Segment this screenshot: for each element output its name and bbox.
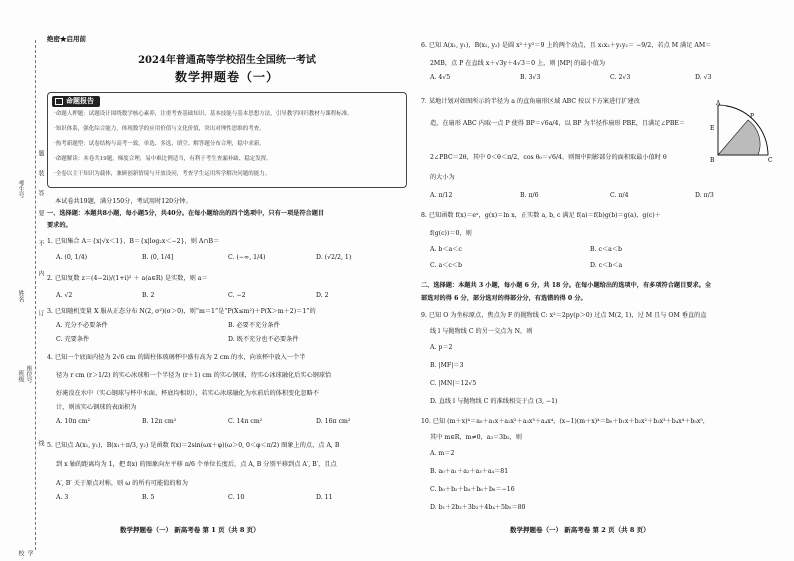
q4-option-b: B. 12π cm² <box>142 418 177 425</box>
q1-option-c: C. (−∞, 1/4) <box>228 254 266 261</box>
q5-line: A′, B′ 关于原点对称，则 ω 的所有可能值的和为 <box>56 480 188 487</box>
binding-dashed-line <box>35 40 36 550</box>
diagram-label-e: E <box>710 125 715 132</box>
q6-option-a: A. 4√5 <box>430 74 451 81</box>
q9-option-b: B. |MF|＝3 <box>430 362 464 369</box>
confidential-mark: 绝密★启用前 <box>47 35 86 43</box>
q8-option-a: A. b＜a＜c <box>430 246 462 253</box>
report-line: ·全卷以主干知识为载体，兼顾创新情境与开放设问，考查学生运用所学解决问题的能力。 <box>54 171 271 177</box>
footer-page-1: 数学押题卷（一） 新高考卷 第 1 页（共 8 页） <box>120 526 260 534</box>
q10-option-a: A. m＝2 <box>430 450 455 457</box>
section1-heading: 一、选择题：本题共8小题，每小题5分，共40分。在每小题给出的四个选项中，只有一项是符合题目 <box>47 210 325 217</box>
q5-option-a: A. 3 <box>56 494 69 501</box>
report-box <box>47 92 407 188</box>
q2-option-b: B. 2 <box>142 292 155 299</box>
q4-line: 计，则该实心钢球的表面积为 <box>56 404 137 411</box>
binding-margin <box>14 150 44 556</box>
report-heading <box>52 96 100 107</box>
q7-line: 7. 某地计划对如图所示的半径为 a 的直角扇形区域 ABC 按以下方案进行扩建改 <box>421 98 640 105</box>
q5-line: 5. 已知点 A(x₁, y₁)，B(x₁＋π/3, y₂) 是函数 f(x)＝2sin(ωx＋φ)(ω＞0, 0＜φ＜π/2) 图象上的点，点 A, B <box>47 442 340 449</box>
q10-option-d: D. b₁＋2b₂＋3b₃＋4b₄＋5b₅＝80 <box>430 504 526 511</box>
q3-option-a: A. 充分不必要条件 <box>56 322 108 329</box>
diagram-label-a: A <box>716 100 721 107</box>
q2-option-a: A. √2 <box>56 292 73 299</box>
q5-line: 到 x 轴的距离均为 1，把 f(x) 的图象向左平移 π/6 个单位长度后，点 A, B 分别平移到点 A′, B′，且点 <box>56 461 337 468</box>
q3-option-d: D. 既不充分也不必要条件 <box>228 336 299 343</box>
q3-stem: 3. 已知随机变量 X 服从正态分布 N(2, σ²)(σ＞0)，则“m＝1”是“P(X≤m²)＋P(X＞m＋2)＝1”的 <box>47 308 316 315</box>
q9-line: 线 l 与抛物线 C 的另一交点为 N，则 <box>430 328 533 335</box>
diagram-label-b: B <box>710 157 715 164</box>
footer-page-2: 数学押题卷（一） 新高考卷 第 2 页（共 8 页） <box>510 526 650 534</box>
q10-line: 其中 m∈R，m≠0，a₃＝3b₂，则 <box>430 434 522 441</box>
side-label-name: 姓名 <box>17 290 24 302</box>
section2-heading: 二、选择题：本题共 3 小题，每小题 6 分，共 18 分。在每小题给出的选项中，有多项符合题目要求。全 <box>421 282 712 289</box>
section1-heading-cont: 要求的。 <box>47 222 72 229</box>
q4-line: 4. 已知一个底面内径为 2√6 cm 的圆柱体玻璃杯中盛有高为 2 cm 的水，向该杯中放入一个半 <box>47 354 306 361</box>
q1-option-d: D. (√2/2, 1) <box>316 254 352 261</box>
binding-char-da: 答 <box>37 190 44 196</box>
report-line: ·命题解读：本卷共19题，梯度合理，易中难比例适当，有利于考生查漏补缺、稳定发挥。 <box>54 156 272 162</box>
binding-char-ti: 题 <box>37 150 44 156</box>
q7-option-b: B. π/6 <box>520 192 539 199</box>
q6-line: 6. 已知 A(x₁, y₁)，B(x₂, y₂) 是圆 x²＋y²＝9 上的两个动点，且 x₁x₂＋y₁y₂＝ −9/2，若点 M 满足 AM＝ <box>421 42 712 49</box>
q10-option-c: C. b₀＋b₂＋b₄＋b₆＋b₈＝−16 <box>430 486 515 493</box>
q8-line: 8. 已知函数 f(x)＝eˣ，g(x)＝ln x，正实数 a, b, c 满足 f(a)＝f(b)g(b)＝g(a)，g(c)＋ <box>421 212 661 219</box>
q2-option-c: C. −2 <box>228 292 246 299</box>
q5-option-b: B. 5 <box>142 494 155 501</box>
q9-option-a: A. p＝2 <box>430 344 453 351</box>
q7-option-d: D. π/3 <box>695 192 714 199</box>
q6-option-c: C. 2√3 <box>610 74 631 81</box>
q9-option-d: D. 直线 l 与抛物线 C 的准线相交于点 (3, −1) <box>430 398 558 405</box>
q9-option-c: C. |MN|＝12√5 <box>430 380 477 387</box>
report-line: ·命题人押题：试题设计围绕数学核心素养，注重考查基础知识、基本技能与基本思想方法，引导教学回归教材与课程标准。 <box>54 111 353 117</box>
sector-diagram <box>708 100 778 170</box>
side-label-examinee-number: 考生号 <box>17 180 24 198</box>
q7-line: 的大小为 <box>430 174 455 181</box>
q4-option-c: C. 14π cm² <box>228 418 263 425</box>
side-label-school: 学校 <box>17 550 33 556</box>
side-label-seat: 座位号 <box>25 365 32 383</box>
q1-option-a: A. (0, 1/4) <box>56 254 88 261</box>
q6-line: 2MB，点 P 在直线 x＋√3y＋4√3＝0 上，则 |MP| 的最小值为 <box>430 60 606 67</box>
q4-line: 径为 r cm (r＞1/2) 的实心冰球和一个半径为 (r＋1) cm 的实心钢球，待实心冰球融化后实心钢球恰 <box>56 372 332 379</box>
q7-option-a: A. π/12 <box>430 192 453 199</box>
q7-option-c: C. π/4 <box>610 192 629 199</box>
report-line: ·知识体系，强化综合能力，体现数学的应用价值与文化价值，突出对理性思维的考查。 <box>54 126 265 132</box>
diagram-label-p: P <box>750 113 755 120</box>
binding-char-bu: 不 <box>37 240 44 246</box>
q4-option-a: A. 10π cm² <box>56 418 91 425</box>
q5-option-c: C. 10 <box>228 494 245 501</box>
binding-char-zhuang: 装 <box>37 170 44 176</box>
binding-char-xian: 线 <box>37 440 44 446</box>
q8-option-d: D. c＜b＜a <box>590 262 623 269</box>
binding-char-nei: 内 <box>37 270 44 276</box>
q3-option-c: C. 充要条件 <box>56 336 90 343</box>
report-line: ·热考新题型：试卷结构与高考一致，单选、多选、填空、解答题分布合理，稳中求新。 <box>54 141 265 147</box>
q7-line: 2∠PBC＝2θ，其中 0＜θ＜π/2，cos θ₀＝√6/4，则图中阴影部分的面积取最小值时 θ <box>430 154 667 161</box>
q8-option-b: B. c＜a＜b <box>590 246 622 253</box>
q10-option-b: B. a₀＋a₁＋a₂＋a₃＋a₄＝81 <box>430 468 509 475</box>
exam-title: 2024年普通高等学校招生全国统一考试 <box>138 55 316 66</box>
book-icon <box>55 98 63 105</box>
q4-option-d: D. 16π cm² <box>316 418 351 425</box>
side-label-class: 班级 <box>17 370 24 382</box>
q2-stem: 2. 已知复数 z＝(4−2i)/(1+i)² ＋ a(a∈R) 是实数，则 a＝ <box>47 275 208 282</box>
q8-option-c: C. a＜c＜b <box>430 262 462 269</box>
binding-char-yao: 要 <box>37 210 44 216</box>
q9-line: 9. 已知 O 为坐标原点，焦点为 F 的抛物线 C: x²＝2py(p＞0) 过点 M(2, 1)，过 M 且与 OM 垂直的直 <box>421 312 707 319</box>
q1-stem: 1. 已知集合 A＝{x|√x＜1}，B＝{x|log₂x＜−2}，则 A∩B＝ <box>47 238 220 245</box>
exam-info: 本试卷共19题，满分150分，考试用时120分钟。 <box>55 198 192 205</box>
q1-option-b: B. (0, 1/4] <box>142 254 174 261</box>
section2-heading-cont: 部选对的得 6 分，部分选对的得部分分，有选错的得 0 分。 <box>421 295 587 302</box>
report-heading-label: 命题报告 <box>66 97 94 105</box>
q8-line: f(g(c))＝0，则 <box>430 230 472 237</box>
q3-option-b: B. 必要不充分条件 <box>228 322 280 329</box>
q2-option-d: D. 2 <box>316 292 329 299</box>
q6-option-d: D. √3 <box>695 74 712 81</box>
q10-line: 10. 已知 (m＋x)⁴＝a₀＋a₁x＋a₂x²＋a₃x³＋a₄x⁴，(x−1)(m＋x)⁴＝b₀＋b₁x＋b₂x²＋b₃x³＋b₄x⁴＋b₅x⁵， <box>421 418 709 425</box>
q7-line: 造，在扇形 ABC 内取一点 P 使得 BP＝√6a/4，以 BP 为半径作扇形 PBE，且满足∠PBE＝ <box>430 120 686 127</box>
q4-line: 好淹没在水中（实心钢球与杯中水面、杯底均相切），若实心冰球融化为水前后的体积变化忽略不 <box>56 390 319 397</box>
q6-option-b: B. 3√3 <box>520 74 541 81</box>
diagram-label-c: C <box>768 157 773 164</box>
q5-option-d: D. 11 <box>316 494 333 501</box>
binding-char-ding: 订 <box>37 310 44 316</box>
paper-title: 数学押题卷（一） <box>174 70 279 84</box>
